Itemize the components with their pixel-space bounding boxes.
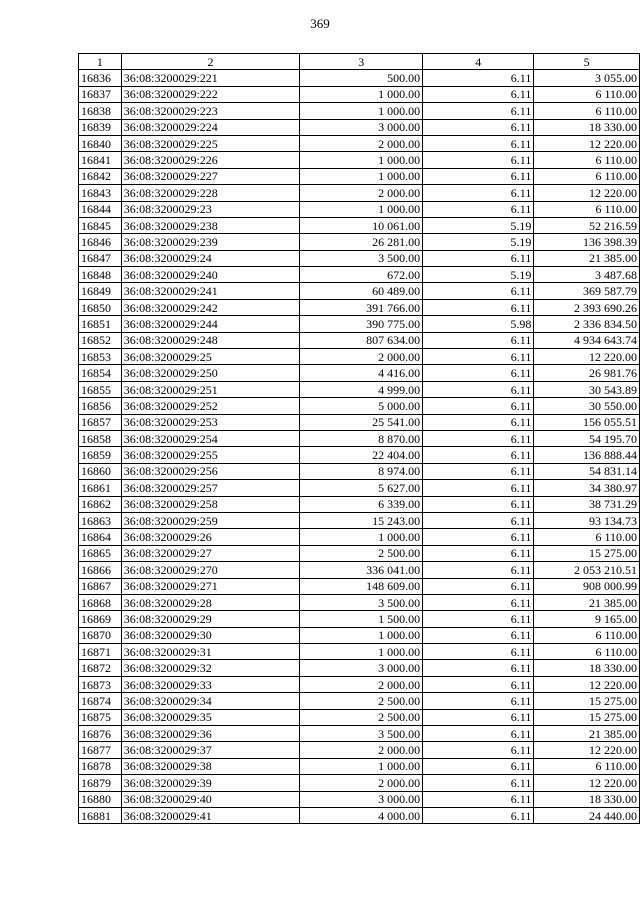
area-cell: 2 000.00 xyxy=(300,676,423,692)
value-cell: 15 275.00 xyxy=(534,693,640,709)
cadastral-number-cell: 36:08:3200029:256 xyxy=(121,463,300,479)
cadastral-number-cell: 36:08:3200029:258 xyxy=(121,496,300,512)
cadastral-number-cell: 36:08:3200029:259 xyxy=(121,512,300,528)
table-row xyxy=(79,70,640,86)
area-cell: 25 541.00 xyxy=(300,414,423,430)
value-cell: 30 543.89 xyxy=(534,381,640,397)
cadastral-number-cell: 36:08:3200029:226 xyxy=(121,152,300,168)
value-cell: 12 220.00 xyxy=(534,676,640,692)
row-number-cell: 16864 xyxy=(79,529,122,545)
row-number-cell: 16842 xyxy=(79,168,122,184)
rate-cell: 6.11 xyxy=(423,119,534,135)
table-row xyxy=(79,250,640,266)
table-row xyxy=(79,644,640,660)
rate-cell: 6.11 xyxy=(423,726,534,742)
value-cell: 54 195.70 xyxy=(534,430,640,446)
row-number-cell: 16856 xyxy=(79,398,122,414)
value-cell: 12 220.00 xyxy=(534,349,640,365)
cadastral-number-cell: 36:08:3200029:38 xyxy=(121,758,300,774)
table-row xyxy=(79,480,640,496)
area-cell: 390 775.00 xyxy=(300,316,423,332)
cadastral-number-cell: 36:08:3200029:40 xyxy=(121,791,300,807)
rate-cell: 6.11 xyxy=(423,70,534,86)
row-number-cell: 16881 xyxy=(79,807,122,823)
table-row xyxy=(79,283,640,299)
value-cell: 2 336 834.50 xyxy=(534,316,640,332)
cadastral-number-cell: 36:08:3200029:23 xyxy=(121,201,300,217)
rate-cell: 6.11 xyxy=(423,627,534,643)
table-row xyxy=(79,135,640,151)
row-number-cell: 16878 xyxy=(79,758,122,774)
rate-cell: 6.11 xyxy=(423,611,534,627)
area-cell: 3 000.00 xyxy=(300,119,423,135)
area-cell: 500.00 xyxy=(300,70,423,86)
area-cell: 3 000.00 xyxy=(300,660,423,676)
area-cell: 336 041.00 xyxy=(300,562,423,578)
row-number-cell: 16870 xyxy=(79,627,122,643)
cadastral-number-cell: 36:08:3200029:244 xyxy=(121,316,300,332)
row-number-cell: 16874 xyxy=(79,693,122,709)
value-cell: 21 385.00 xyxy=(534,726,640,742)
area-cell: 26 281.00 xyxy=(300,234,423,250)
cadastral-number-cell: 36:08:3200029:255 xyxy=(121,447,300,463)
row-number-cell: 16875 xyxy=(79,709,122,725)
value-cell: 6 110.00 xyxy=(534,168,640,184)
area-cell: 4 999.00 xyxy=(300,381,423,397)
table-row xyxy=(79,627,640,643)
table-row xyxy=(79,726,640,742)
rate-cell: 6.11 xyxy=(423,545,534,561)
row-number-cell: 16873 xyxy=(79,676,122,692)
cadastral-number-cell: 36:08:3200029:32 xyxy=(121,660,300,676)
cadastral-number-cell: 36:08:3200029:29 xyxy=(121,611,300,627)
cadastral-number-cell: 36:08:3200029:225 xyxy=(121,135,300,151)
cadastral-number-cell: 36:08:3200029:31 xyxy=(121,644,300,660)
value-cell: 6 110.00 xyxy=(534,152,640,168)
value-cell: 12 220.00 xyxy=(534,742,640,758)
area-cell: 8 870.00 xyxy=(300,430,423,446)
table-row xyxy=(79,512,640,528)
row-number-cell: 16855 xyxy=(79,381,122,397)
row-number-cell: 16852 xyxy=(79,332,122,348)
table-row xyxy=(79,398,640,414)
value-cell: 6 110.00 xyxy=(534,201,640,217)
value-cell: 4 934 643.74 xyxy=(534,332,640,348)
table-row xyxy=(79,365,640,381)
rate-cell: 6.11 xyxy=(423,250,534,266)
area-cell: 4 416.00 xyxy=(300,365,423,381)
row-number-cell: 16862 xyxy=(79,496,122,512)
area-cell: 2 000.00 xyxy=(300,742,423,758)
area-cell: 1 000.00 xyxy=(300,644,423,660)
row-number-cell: 16845 xyxy=(79,217,122,233)
cadastral-number-cell: 36:08:3200029:251 xyxy=(121,381,300,397)
table-row xyxy=(79,709,640,725)
value-cell: 54 831.14 xyxy=(534,463,640,479)
value-cell: 12 220.00 xyxy=(534,775,640,791)
cadastral-number-cell: 36:08:3200029:270 xyxy=(121,562,300,578)
page-number: 369 xyxy=(310,16,330,31)
row-number-cell: 16865 xyxy=(79,545,122,561)
value-cell: 136 398.39 xyxy=(534,234,640,250)
row-number-cell: 16876 xyxy=(79,726,122,742)
rate-cell: 6.11 xyxy=(423,463,534,479)
cadastral-number-cell: 36:08:3200029:221 xyxy=(121,70,300,86)
cadastral-number-cell: 36:08:3200029:228 xyxy=(121,185,300,201)
rate-cell: 6.11 xyxy=(423,529,534,545)
cadastral-number-cell: 36:08:3200029:24 xyxy=(121,250,300,266)
cadastral-number-cell: 36:08:3200029:224 xyxy=(121,119,300,135)
cadastral-number-cell: 36:08:3200029:30 xyxy=(121,627,300,643)
area-cell: 60 489.00 xyxy=(300,283,423,299)
table-row xyxy=(79,185,640,201)
table-row xyxy=(79,201,640,217)
row-number-cell: 16839 xyxy=(79,119,122,135)
value-cell: 12 220.00 xyxy=(534,135,640,151)
rate-cell: 6.11 xyxy=(423,135,534,151)
cadastral-number-cell: 36:08:3200029:39 xyxy=(121,775,300,791)
cadastral-number-cell: 36:08:3200029:253 xyxy=(121,414,300,430)
rate-cell: 5.19 xyxy=(423,234,534,250)
row-number-cell: 16869 xyxy=(79,611,122,627)
row-number-cell: 16848 xyxy=(79,267,122,283)
table-row xyxy=(79,430,640,446)
row-number-cell: 16836 xyxy=(79,70,122,86)
area-cell: 3 500.00 xyxy=(300,594,423,610)
cadastral-number-cell: 36:08:3200029:36 xyxy=(121,726,300,742)
cadastral-number-cell: 36:08:3200029:242 xyxy=(121,299,300,315)
cadastral-number-cell: 36:08:3200029:238 xyxy=(121,217,300,233)
cadastral-number-cell: 36:08:3200029:257 xyxy=(121,480,300,496)
rate-cell: 6.11 xyxy=(423,594,534,610)
row-number-cell: 16868 xyxy=(79,594,122,610)
value-cell: 30 550.00 xyxy=(534,398,640,414)
table-row xyxy=(79,316,640,332)
rate-cell: 6.11 xyxy=(423,430,534,446)
value-cell: 6 110.00 xyxy=(534,103,640,119)
value-cell: 15 275.00 xyxy=(534,709,640,725)
row-number-cell: 16846 xyxy=(79,234,122,250)
area-cell: 3 000.00 xyxy=(300,791,423,807)
table-row xyxy=(79,578,640,594)
table-row xyxy=(79,217,640,233)
value-cell: 18 330.00 xyxy=(534,119,640,135)
area-cell: 2 500.00 xyxy=(300,545,423,561)
value-cell: 18 330.00 xyxy=(534,660,640,676)
table-row xyxy=(79,529,640,545)
area-cell: 4 000.00 xyxy=(300,807,423,823)
value-cell: 15 275.00 xyxy=(534,545,640,561)
row-number-cell: 16872 xyxy=(79,660,122,676)
value-cell: 369 587.79 xyxy=(534,283,640,299)
table-row xyxy=(79,119,640,135)
cadastral-number-cell: 36:08:3200029:239 xyxy=(121,234,300,250)
rate-cell: 6.11 xyxy=(423,86,534,102)
area-cell: 3 500.00 xyxy=(300,726,423,742)
area-cell: 1 000.00 xyxy=(300,86,423,102)
cadastral-number-cell: 36:08:3200029:25 xyxy=(121,349,300,365)
row-number-cell: 16841 xyxy=(79,152,122,168)
area-cell: 10 061.00 xyxy=(300,217,423,233)
row-number-cell: 16847 xyxy=(79,250,122,266)
rate-cell: 6.11 xyxy=(423,480,534,496)
table-row xyxy=(79,660,640,676)
table-row xyxy=(79,349,640,365)
value-cell: 6 110.00 xyxy=(534,627,640,643)
table-row xyxy=(79,545,640,561)
area-cell: 1 500.00 xyxy=(300,611,423,627)
cadastral-number-cell: 36:08:3200029:250 xyxy=(121,365,300,381)
area-cell: 8 974.00 xyxy=(300,463,423,479)
area-cell: 15 243.00 xyxy=(300,512,423,528)
cadastral-number-cell: 36:08:3200029:241 xyxy=(121,283,300,299)
rate-cell: 6.11 xyxy=(423,168,534,184)
row-number-cell: 16837 xyxy=(79,86,122,102)
rate-cell: 6.11 xyxy=(423,152,534,168)
column-header-4: 4 xyxy=(423,54,534,70)
area-cell: 1 000.00 xyxy=(300,758,423,774)
row-number-cell: 16851 xyxy=(79,316,122,332)
table-row xyxy=(79,693,640,709)
area-cell: 2 000.00 xyxy=(300,185,423,201)
rate-cell: 6.11 xyxy=(423,807,534,823)
table-row xyxy=(79,676,640,692)
table-row xyxy=(79,152,640,168)
value-cell: 6 110.00 xyxy=(534,86,640,102)
value-cell: 2 393 690.26 xyxy=(534,299,640,315)
column-header-5: 5 xyxy=(534,54,640,70)
rate-cell: 6.11 xyxy=(423,332,534,348)
column-header-3: 3 xyxy=(300,54,423,70)
area-cell: 6 339.00 xyxy=(300,496,423,512)
row-number-cell: 16859 xyxy=(79,447,122,463)
area-cell: 1 000.00 xyxy=(300,201,423,217)
rate-cell: 6.11 xyxy=(423,758,534,774)
row-number-cell: 16879 xyxy=(79,775,122,791)
value-cell: 21 385.00 xyxy=(534,250,640,266)
row-number-cell: 16871 xyxy=(79,644,122,660)
row-number-cell: 16880 xyxy=(79,791,122,807)
area-cell: 22 404.00 xyxy=(300,447,423,463)
value-cell: 136 888.44 xyxy=(534,447,640,463)
row-number-cell: 16857 xyxy=(79,414,122,430)
table-row xyxy=(79,807,640,823)
value-cell: 2 053 210.51 xyxy=(534,562,640,578)
rate-cell: 5.98 xyxy=(423,316,534,332)
table-row xyxy=(79,791,640,807)
rate-cell: 6.11 xyxy=(423,365,534,381)
column-header-1: 1 xyxy=(79,54,122,70)
cadastral-number-cell: 36:08:3200029:33 xyxy=(121,676,300,692)
row-number-cell: 16866 xyxy=(79,562,122,578)
table-row xyxy=(79,611,640,627)
land-register-table xyxy=(78,53,640,824)
area-cell: 1 000.00 xyxy=(300,168,423,184)
value-cell: 6 110.00 xyxy=(534,758,640,774)
value-cell: 21 385.00 xyxy=(534,594,640,610)
column-header-2: 2 xyxy=(121,54,300,70)
table-row xyxy=(79,267,640,283)
table-row xyxy=(79,496,640,512)
rate-cell: 6.11 xyxy=(423,693,534,709)
table-row xyxy=(79,332,640,348)
row-number-cell: 16854 xyxy=(79,365,122,381)
cadastral-number-cell: 36:08:3200029:254 xyxy=(121,430,300,446)
value-cell: 93 134.73 xyxy=(534,512,640,528)
row-number-cell: 16861 xyxy=(79,480,122,496)
area-cell: 2 500.00 xyxy=(300,709,423,725)
area-cell: 1 000.00 xyxy=(300,529,423,545)
cadastral-number-cell: 36:08:3200029:41 xyxy=(121,807,300,823)
area-cell: 672.00 xyxy=(300,267,423,283)
value-cell: 6 110.00 xyxy=(534,529,640,545)
table-row xyxy=(79,562,640,578)
rate-cell: 6.11 xyxy=(423,414,534,430)
table-header-row xyxy=(79,54,640,70)
area-cell: 2 000.00 xyxy=(300,349,423,365)
table-row xyxy=(79,594,640,610)
row-number-cell: 16843 xyxy=(79,185,122,201)
rate-cell: 6.11 xyxy=(423,578,534,594)
rate-cell: 6.11 xyxy=(423,496,534,512)
table-row xyxy=(79,299,640,315)
table-row xyxy=(79,463,640,479)
table-row xyxy=(79,168,640,184)
rate-cell: 6.11 xyxy=(423,676,534,692)
rate-cell: 6.11 xyxy=(423,299,534,315)
value-cell: 52 216.59 xyxy=(534,217,640,233)
area-cell: 3 500.00 xyxy=(300,250,423,266)
area-cell: 1 000.00 xyxy=(300,152,423,168)
cadastral-number-cell: 36:08:3200029:35 xyxy=(121,709,300,725)
rate-cell: 6.11 xyxy=(423,398,534,414)
area-cell: 5 000.00 xyxy=(300,398,423,414)
row-number-cell: 16867 xyxy=(79,578,122,594)
table-row xyxy=(79,86,640,102)
value-cell: 24 440.00 xyxy=(534,807,640,823)
cadastral-number-cell: 36:08:3200029:248 xyxy=(121,332,300,348)
rate-cell: 6.11 xyxy=(423,742,534,758)
rate-cell: 6.11 xyxy=(423,349,534,365)
area-cell: 2 000.00 xyxy=(300,135,423,151)
value-cell: 156 055.51 xyxy=(534,414,640,430)
row-number-cell: 16863 xyxy=(79,512,122,528)
value-cell: 3 055.00 xyxy=(534,70,640,86)
area-cell: 807 634.00 xyxy=(300,332,423,348)
value-cell: 3 487.68 xyxy=(534,267,640,283)
rate-cell: 6.11 xyxy=(423,447,534,463)
value-cell: 9 165.00 xyxy=(534,611,640,627)
table-body xyxy=(79,70,640,824)
row-number-cell: 16838 xyxy=(79,103,122,119)
table-row xyxy=(79,414,640,430)
cadastral-number-cell: 36:08:3200029:37 xyxy=(121,742,300,758)
row-number-cell: 16877 xyxy=(79,742,122,758)
cadastral-number-cell: 36:08:3200029:227 xyxy=(121,168,300,184)
row-number-cell: 16858 xyxy=(79,430,122,446)
value-cell: 12 220.00 xyxy=(534,185,640,201)
table-row xyxy=(79,234,640,250)
area-cell: 1 000.00 xyxy=(300,627,423,643)
area-cell: 391 766.00 xyxy=(300,299,423,315)
value-cell: 34 380.97 xyxy=(534,480,640,496)
rate-cell: 6.11 xyxy=(423,201,534,217)
rate-cell: 6.11 xyxy=(423,283,534,299)
value-cell: 38 731.29 xyxy=(534,496,640,512)
cadastral-number-cell: 36:08:3200029:34 xyxy=(121,693,300,709)
rate-cell: 5.19 xyxy=(423,217,534,233)
value-cell: 6 110.00 xyxy=(534,644,640,660)
area-cell: 2 000.00 xyxy=(300,775,423,791)
table-row xyxy=(79,103,640,119)
row-number-cell: 16840 xyxy=(79,135,122,151)
cadastral-number-cell: 36:08:3200029:223 xyxy=(121,103,300,119)
cadastral-number-cell: 36:08:3200029:27 xyxy=(121,545,300,561)
area-cell: 5 627.00 xyxy=(300,480,423,496)
cadastral-number-cell: 36:08:3200029:28 xyxy=(121,594,300,610)
cadastral-number-cell: 36:08:3200029:271 xyxy=(121,578,300,594)
row-number-cell: 16850 xyxy=(79,299,122,315)
value-cell: 18 330.00 xyxy=(534,791,640,807)
cadastral-number-cell: 36:08:3200029:222 xyxy=(121,86,300,102)
rate-cell: 6.11 xyxy=(423,381,534,397)
rate-cell: 6.11 xyxy=(423,103,534,119)
rate-cell: 6.11 xyxy=(423,644,534,660)
rate-cell: 6.11 xyxy=(423,562,534,578)
row-number-cell: 16853 xyxy=(79,349,122,365)
rate-cell: 6.11 xyxy=(423,709,534,725)
row-number-cell: 16860 xyxy=(79,463,122,479)
cadastral-number-cell: 36:08:3200029:252 xyxy=(121,398,300,414)
table-row xyxy=(79,775,640,791)
value-cell: 26 981.76 xyxy=(534,365,640,381)
rate-cell: 6.11 xyxy=(423,775,534,791)
rate-cell: 6.11 xyxy=(423,512,534,528)
cadastral-number-cell: 36:08:3200029:240 xyxy=(121,267,300,283)
area-cell: 148 609.00 xyxy=(300,578,423,594)
area-cell: 2 500.00 xyxy=(300,693,423,709)
rate-cell: 5.19 xyxy=(423,267,534,283)
row-number-cell: 16849 xyxy=(79,283,122,299)
rate-cell: 6.11 xyxy=(423,791,534,807)
value-cell: 908 000.99 xyxy=(534,578,640,594)
area-cell: 1 000.00 xyxy=(300,103,423,119)
table-row xyxy=(79,381,640,397)
row-number-cell: 16844 xyxy=(79,201,122,217)
rate-cell: 6.11 xyxy=(423,660,534,676)
rate-cell: 6.11 xyxy=(423,185,534,201)
cadastral-number-cell: 36:08:3200029:26 xyxy=(121,529,300,545)
table-row xyxy=(79,758,640,774)
table-row xyxy=(79,742,640,758)
table-row xyxy=(79,447,640,463)
